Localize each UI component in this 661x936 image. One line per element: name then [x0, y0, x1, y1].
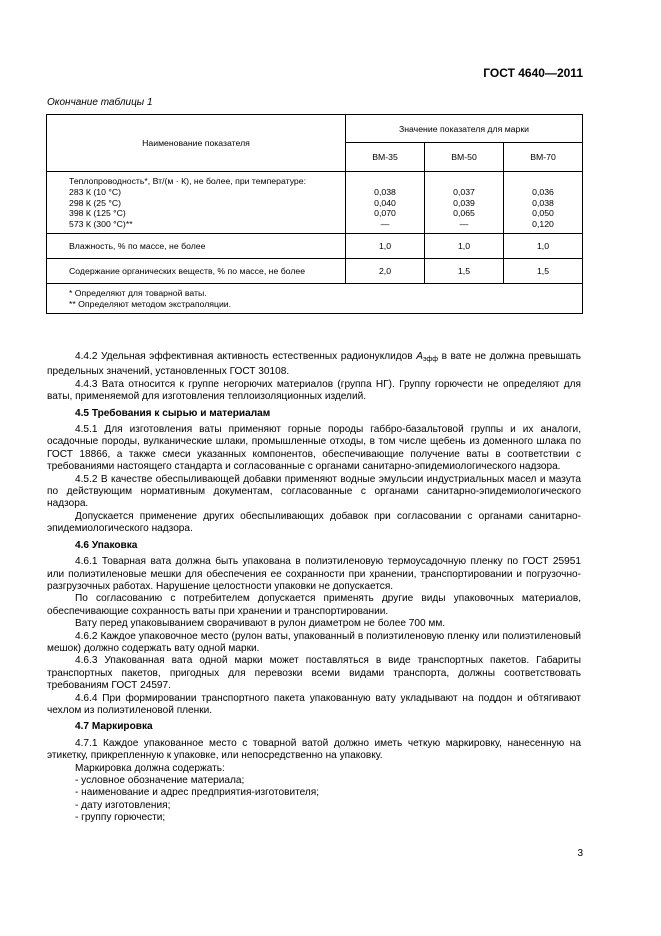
- paragraph-4-7-1: 4.7.1 Каждое упакованное место с товарной ватой должно иметь четкую маркировку, нанесенную на этикетку, прикрепленную к упаковке, или непосредственно на упаковку.: [47, 737, 581, 762]
- cell-value: 0,037: [453, 186, 475, 197]
- list-item: - наименование и адрес предприятия-изготовителя;: [75, 787, 320, 799]
- cell-value: 2,0: [346, 258, 425, 283]
- cell-value: 0,050: [532, 208, 554, 219]
- list-item: - условное обозначение материала;: [75, 775, 245, 786]
- cell-value: 1,0: [425, 233, 504, 258]
- paragraph-4-6-2: 4.6.2 Каждое упаковочное место (рулон ваты, упакованный в полиэтиленовую пленку или полиэтиленовый мешок) должно содержать вату одной марки.: [47, 630, 581, 654]
- organic-label: Содержание органических веществ, % по массе, не более: [47, 258, 346, 283]
- cell-value: 1,5: [504, 258, 583, 283]
- section-4-7-heading: 4.7 Маркировка: [75, 721, 153, 733]
- thermal-vm70: [504, 172, 583, 234]
- list-item: - дату изготовления;: [75, 799, 171, 811]
- cell-value: —: [380, 219, 390, 230]
- cell-value: 0,120: [532, 219, 554, 230]
- note: ** Определяют методом экстраполяции.: [69, 298, 232, 309]
- cell-value: 0,065: [453, 208, 475, 219]
- thermal-label: Теплопроводность*, Вт/(м · К), не более, при температуре:: [69, 176, 307, 186]
- col-header-vm35: ВМ-35: [346, 143, 425, 172]
- thermal-temp: 283 К (10 °С): [69, 186, 121, 197]
- paragraph-4-4-2: 4.4.2 Удельная эффективная активность естественных радионуклидов $A_{эфф}$ в вате не должна превышать предельных значений, установленных ГОСТ 30108.: [47, 351, 581, 378]
- page-number: 3: [577, 848, 583, 859]
- section-4-5-heading: 4.5 Требования к сырью и материалам: [75, 407, 271, 419]
- humidity-label: Влажность, % по массе, не более: [47, 233, 346, 258]
- paragraph-4-7-1b: Маркировка должна содержать:: [75, 762, 225, 774]
- note: * Определяют для товарной ваты.: [69, 287, 207, 298]
- cell-value: 1,5: [425, 258, 504, 283]
- table-header-row: [47, 115, 583, 143]
- cell-value: 0,070: [374, 208, 396, 219]
- cell-value: 0,040: [374, 197, 396, 208]
- cell-value: —: [459, 219, 469, 230]
- col-header-group: Значение показателя для марки: [346, 115, 583, 143]
- paragraph-4-4-3: 4.4.3 Вата относится к группе негорючих материалов (группа НГ). Группу горючести не определяют для ваты, применяемой для изготовления теплоизоляционных изделий.: [47, 378, 581, 403]
- paragraph-4-5-2b: Допускается применение других обеспыливающих добавок при согласовании с органами санитарно-эпидемиологического надзора.: [47, 510, 581, 535]
- thermal-temp: 573 К (300 °С)**: [69, 219, 133, 230]
- paragraph-4-6-1b: По согласованию с потребителем допускается применять другие виды упаковочных материалов, обеспечивающие сохранность ваты при хранении и транспортировании.: [47, 593, 581, 617]
- cell-value: 0,036: [532, 186, 554, 197]
- col-header-name: Наименование показателя: [47, 115, 346, 172]
- cell-value: 0,038: [374, 186, 396, 197]
- paragraph-4-6-1: 4.6.1 Товарная вата должна быть упакована в полиэтиленовую термоусадочную пленку по ГОСТ 25951 или полиэтиленовые мешки для обеспечения ее сохранности при хранении, транспортировании и погрузочно-разгрузочных работах. Нарушение целостности упаковки не допускается.: [47, 556, 581, 592]
- thermal-labels: [47, 172, 346, 234]
- symbol-a: A: [416, 351, 423, 362]
- document-header: ГОСТ 4640—2011: [483, 66, 583, 80]
- cell-value: 1,0: [504, 233, 583, 258]
- cell-value: 0,038: [532, 197, 554, 208]
- paragraph-4-6-1c: Вату перед упаковыванием сворачивают в рулон диаметром не более 700 мм.: [75, 618, 446, 630]
- list-item: - группу горючести;: [75, 812, 166, 824]
- paragraph-4-5-1: 4.5.1 Для изготовления ваты применяют горные породы габбро-базальтовой группы и их аналоги, осадочные породы, вулканические шлаки, промышленные отходы, в том числе щебень из доменного шлака по ГОСТ 18866, а также смеси указанных компонентов, обеспечивающие получение ваты в соответствии с требованиями настоящего стандарта и согласованные с органами санитарно-эпидемиологического надзора.: [47, 424, 581, 473]
- col-header-vm70: ВМ-70: [504, 143, 583, 172]
- table-row-humidity: [47, 233, 583, 258]
- document-body: [47, 351, 581, 825]
- paragraph-4-5-2: 4.5.2 В качестве обеспыливающей добавки применяют водные эмульсии индустриальных масел и мазута по действующим нормативным документам, согласованные с органами санитарно-эпидемиологического надзора.: [47, 473, 581, 510]
- col-header-vm50: ВМ-50: [425, 143, 504, 172]
- paragraph-4-6-4: 4.6.4 При формировании транспортного пакета упакованную вату укладывают на поддон и обтягивают чехлом из полиэтиленовой пленки.: [47, 692, 581, 716]
- table-row-thermal: [47, 172, 583, 234]
- thermal-vm35: [346, 172, 425, 234]
- thermal-temp: 398 К (125 °С): [69, 208, 126, 219]
- subscript-eff: эфф: [422, 356, 439, 363]
- table-notes: [47, 283, 583, 313]
- table-caption: Окончание таблицы 1: [47, 97, 153, 108]
- paragraph-4-6-3: 4.6.3 Упакованная вата одной марки может поставляться в виде транспортных пакетов. Габариты транспортных пакетов, пригодных для перевозки всеми видами транспорта, должны соответствовать требованиям ГОСТ 24597.: [47, 655, 581, 692]
- cell-value: 0,039: [453, 197, 475, 208]
- spec-table: [46, 114, 583, 314]
- cell-value: 1,0: [346, 233, 425, 258]
- thermal-temp: 298 К (25 °С): [69, 197, 121, 208]
- table-notes-row: [47, 283, 583, 313]
- section-4-6-heading: 4.6 Упаковка: [75, 539, 138, 551]
- thermal-vm50: [425, 172, 504, 234]
- table-row-organic: [47, 258, 583, 283]
